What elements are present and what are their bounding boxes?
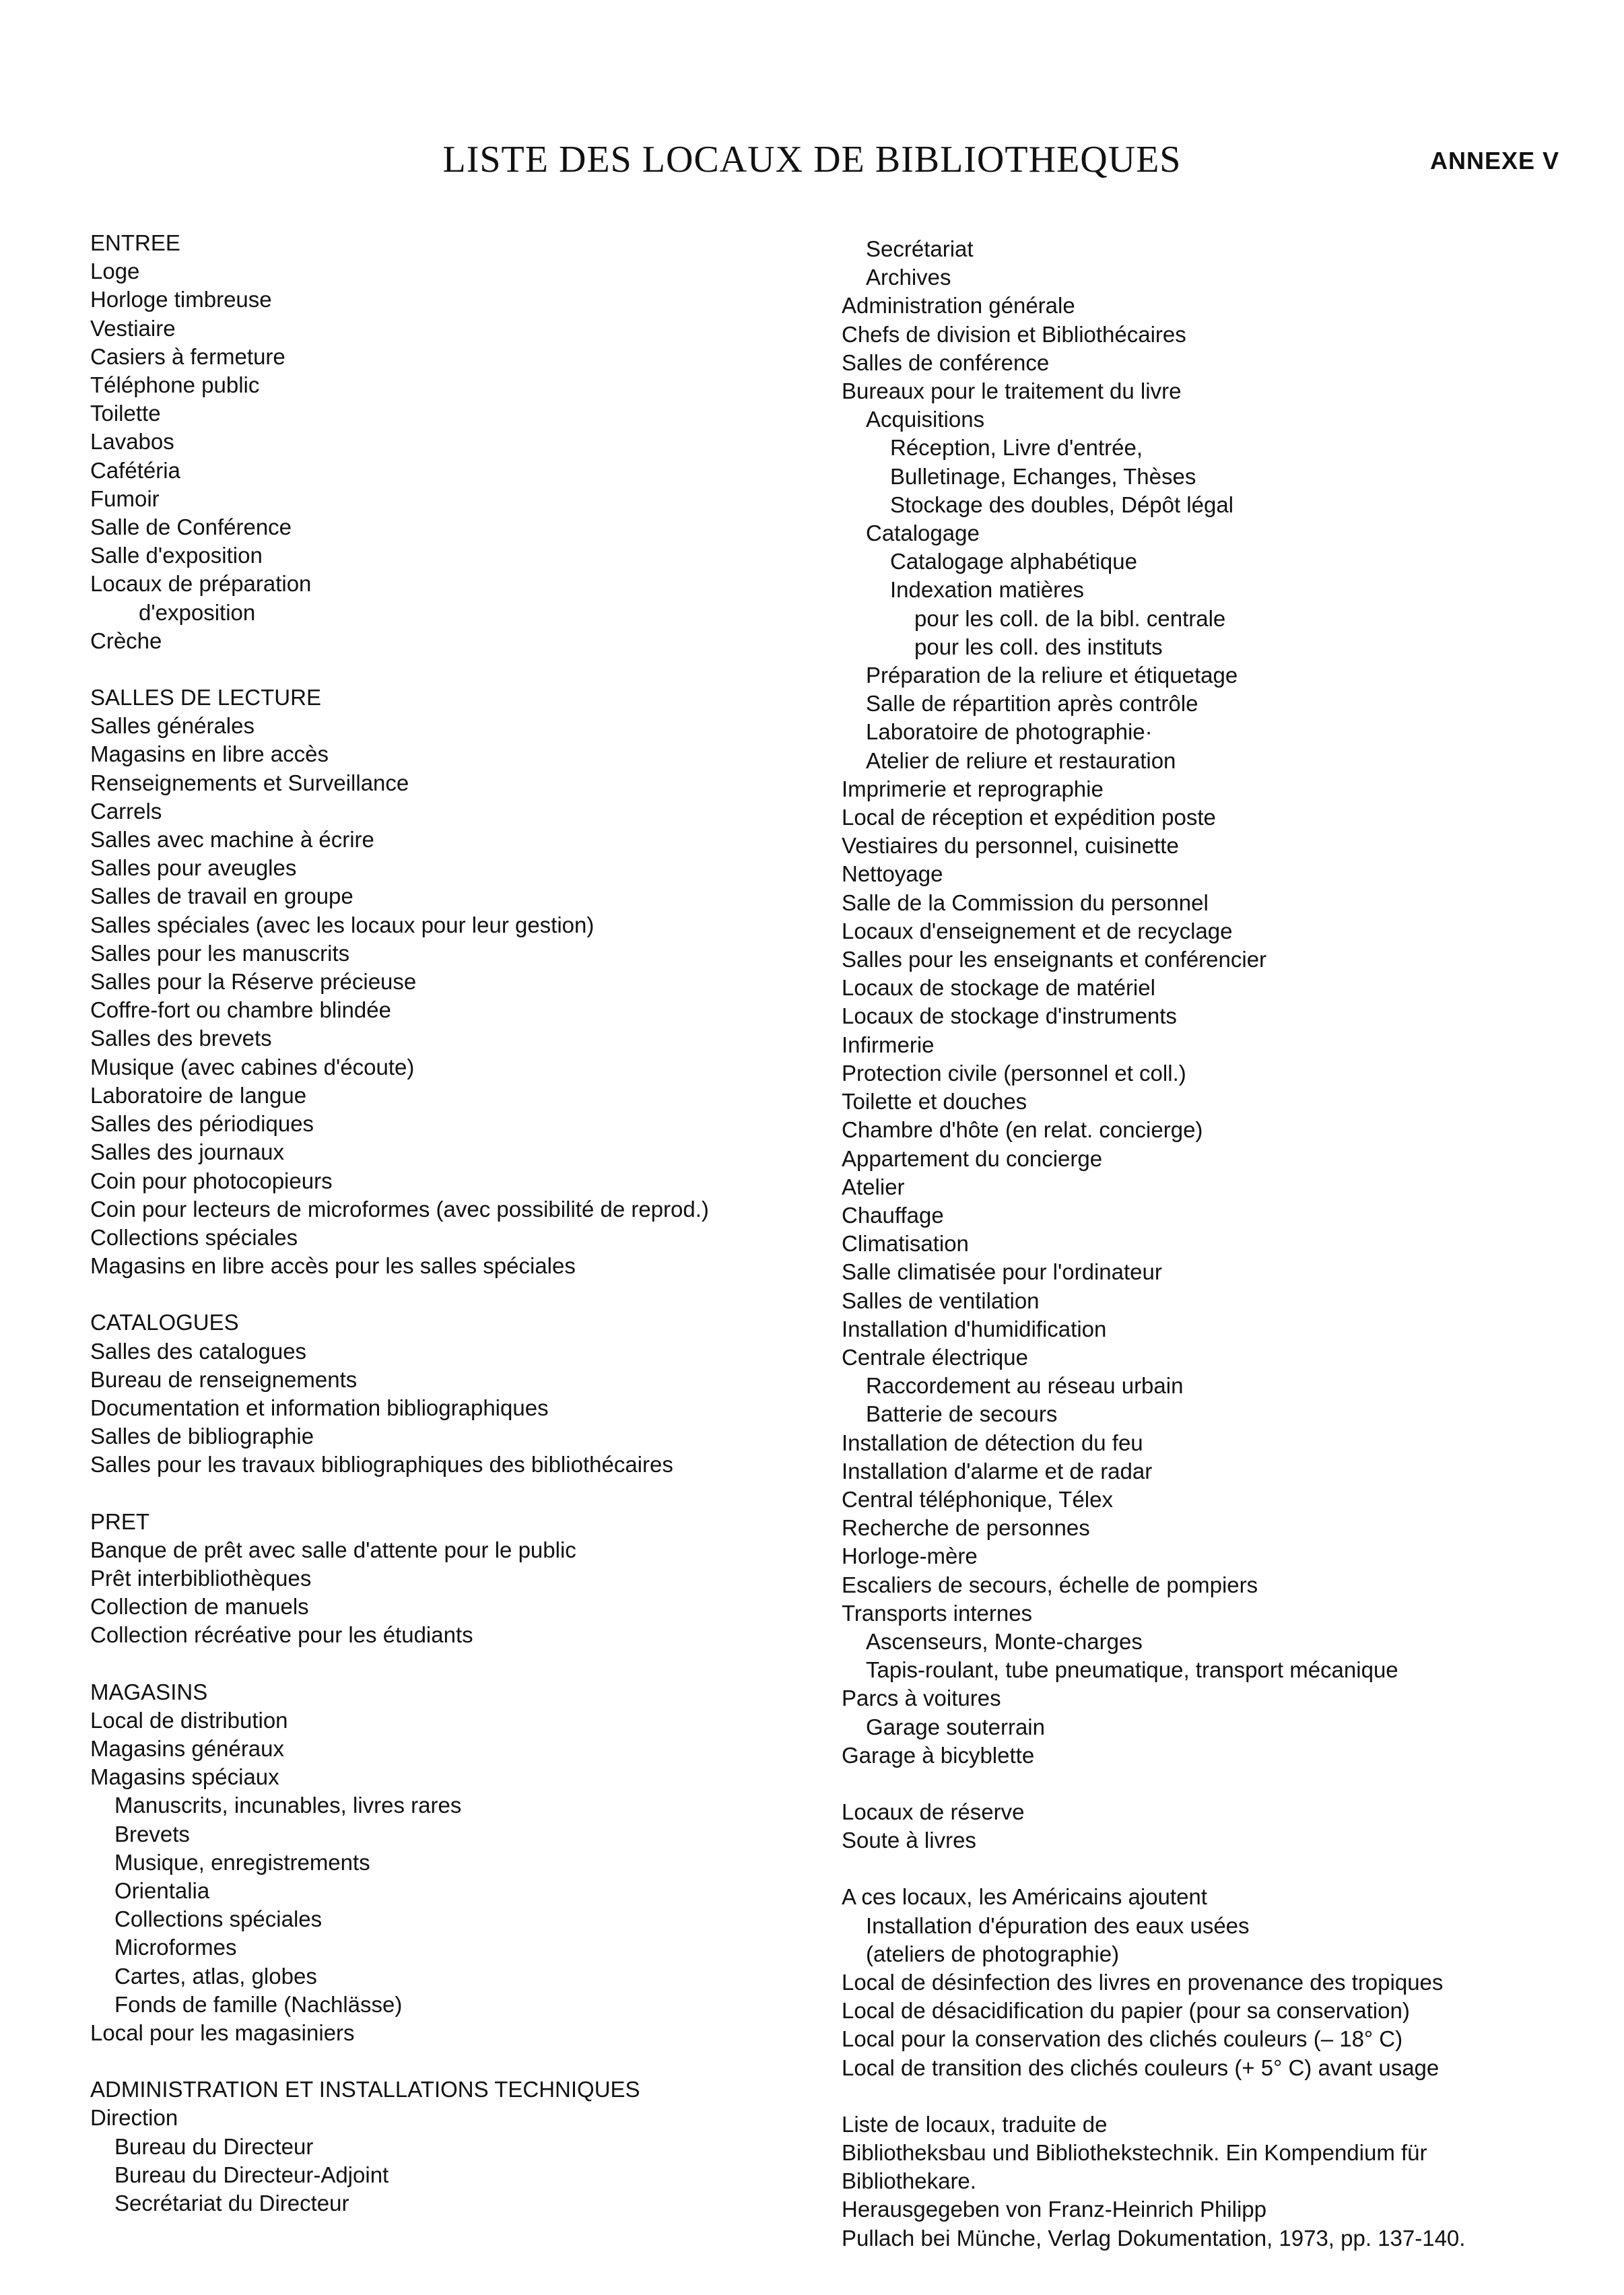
list-item: Salles pour les travaux bibliographiques des bibliothécaires: [90, 1452, 673, 1477]
list-item: (ateliers de photographie): [866, 1941, 1120, 1966]
list-item: Magasins en libre accès: [90, 741, 329, 767]
list-item: Salle d'exposition: [90, 543, 263, 568]
list-item: Horloge timbreuse: [90, 287, 272, 312]
list-item: pour les coll. de la bibl. centrale: [914, 605, 1226, 631]
list-item: Salles de travail en groupe: [90, 884, 353, 909]
list-item: Centrale électrique: [842, 1344, 1028, 1370]
list-item: Collections spéciales: [90, 1224, 298, 1250]
list-item: Garage à bicyblette: [842, 1742, 1035, 1768]
list-item: Salles pour les enseignants et conférencier: [842, 947, 1267, 972]
list-section: [842, 1798, 1582, 1855]
list-item: Locaux d'enseignement et de recyclage: [842, 918, 1233, 943]
list-item: Laboratoire de langue: [90, 1082, 307, 1108]
list-item: Administration générale: [842, 293, 1075, 319]
list-item: Salle de Conférence: [90, 514, 292, 540]
list-item: Salle de la Commission du personnel: [842, 890, 1209, 915]
list-item: Salles spéciales (avec les locaux pour leur gestion): [90, 912, 595, 937]
list-item: Local de distribution: [90, 1707, 288, 1733]
list-item: Carrels: [90, 798, 162, 824]
list-item: SALLES DE LECTURE: [90, 685, 321, 710]
list-item: Archives: [866, 265, 951, 290]
list-item: Bureau de renseignements: [90, 1366, 358, 1392]
list-item: Salles pour aveugles: [90, 855, 297, 881]
list-item: Appartement du concierge: [842, 1145, 1103, 1171]
list-item: Tapis-roulant, tube pneumatique, transport mécanique: [866, 1657, 1398, 1683]
list-item: Local de désinfection des livres en provenance des tropiques: [842, 1969, 1444, 1995]
list-item: Salles pour les manuscrits: [90, 940, 350, 966]
list-item: Crèche: [90, 628, 162, 653]
list-item: Central téléphonique, Télex: [842, 1486, 1113, 1512]
list-section: [842, 2110, 1582, 2253]
list-item: Musique, enregistrements: [114, 1849, 370, 1875]
list-item: Atelier de reliure et restauration: [866, 747, 1176, 773]
list-item: Fumoir: [90, 486, 160, 511]
list-item: Indexation matières: [890, 577, 1084, 603]
list-item: Laboratoire de photographie·: [866, 719, 1153, 745]
list-item: Local de transition des clichés couleurs (+ 5° C) avant usage: [842, 2055, 1440, 2080]
list-item: ENTREE: [90, 230, 180, 255]
list-item: Batterie de secours: [866, 1401, 1058, 1427]
list-item: Locaux de préparation: [90, 571, 312, 597]
list-item: Direction: [90, 2105, 178, 2131]
list-item: Bureaux pour le traitement du livre: [842, 378, 1182, 404]
list-item: Cafétéria: [90, 457, 180, 483]
list-item: d'exposition: [139, 599, 256, 625]
list-item: Prêt interbibliothèques: [90, 1565, 312, 1591]
list-item: Microformes: [114, 1935, 237, 1960]
list-item: Salles avec machine à écrire: [90, 827, 374, 853]
list-item: Préparation de la reliure et étiquetage: [866, 663, 1238, 688]
list-section: [842, 1883, 1582, 2082]
list-item: A ces locaux, les Américains ajoutent: [842, 1884, 1207, 1910]
list-item: Bureau du Directeur-Adjoint: [114, 2162, 389, 2187]
list-item: Coin pour photocopieurs: [90, 1168, 333, 1193]
list-item: Salle de répartition après contrôle: [866, 691, 1198, 717]
list-item: Locaux de stockage de matériel: [842, 975, 1155, 1001]
list-item: Local pour les magasiniers: [90, 2020, 355, 2045]
list-item: Salles de conférence: [842, 350, 1050, 375]
list-item: Salles des catalogues: [90, 1338, 307, 1364]
list-item: Coin pour lecteurs de microformes (avec possibilité de reprod.): [90, 1196, 709, 1222]
list-item: Installation d'alarme et de radar: [842, 1458, 1153, 1484]
list-item: Bulletinage, Echanges, Thèses: [890, 463, 1196, 489]
list-item: Téléphone public: [90, 372, 260, 398]
list-item: Locaux de stockage d'instruments: [842, 1003, 1177, 1029]
list-item: Bibliotheksbau und Bibliothekstechnik. Ein Kompendium für: [842, 2140, 1427, 2165]
list-item: Escaliers de secours, échelle de pompiers: [842, 1572, 1258, 1597]
list-item: Installation d'épuration des eaux usées: [866, 1912, 1250, 1938]
list-item: Herausgegeben von Franz-Heinrich Philipp: [842, 2197, 1267, 2222]
list-item: Stockage des doubles, Dépôt légal: [890, 492, 1234, 517]
list-item: Documentation et information bibliographiques: [90, 1395, 549, 1420]
list-item: Climatisation: [842, 1231, 969, 1257]
list-item: Soute à livres: [842, 1828, 976, 1853]
list-item: ADMINISTRATION ET INSTALLATIONS TECHNIQUES: [90, 2077, 640, 2102]
list-item: Collection de manuels: [90, 1594, 309, 1620]
list-item: Ascenseurs, Monte-charges: [866, 1628, 1143, 1654]
list-item: pour les coll. des instituts: [914, 634, 1163, 659]
list-item: Loge: [90, 259, 140, 284]
list-item: Chefs de division et Bibliothécaires: [842, 321, 1186, 347]
list-section: [90, 684, 817, 1280]
list-item: Atelier: [842, 1174, 905, 1199]
list-item: Orientalia: [114, 1877, 210, 1903]
left-column: [90, 229, 817, 2246]
list-item: Local de désacidification du papier (pour sa conservation): [842, 1998, 1410, 2024]
list-item: Chauffage: [842, 1202, 944, 1228]
list-section: [90, 1308, 817, 1479]
list-item: Garage souterrain: [866, 1714, 1045, 1739]
list-item: Chambre d'hôte (en relat. concierge): [842, 1117, 1203, 1143]
list-item: Locaux de réserve: [842, 1799, 1025, 1824]
list-item: CATALOGUES: [90, 1310, 239, 1335]
list-item: Salles des journaux: [90, 1139, 285, 1165]
list-item: Brevets: [114, 1821, 190, 1847]
list-item: Toilette: [90, 401, 161, 426]
list-item: Casiers à fermeture: [90, 343, 285, 369]
list-item: Magasins spéciaux: [90, 1764, 279, 1790]
list-item: Catalogage alphabétique: [890, 549, 1137, 574]
right-column: [842, 235, 1582, 2281]
list-section: [842, 235, 1582, 1770]
list-item: Manuscrits, incunables, livres rares: [114, 1793, 462, 1818]
list-item: Salles générales: [90, 713, 255, 739]
page-title: LISTE DES LOCAUX DE BIBLIOTHEQUES: [442, 139, 1182, 180]
list-item: PRET: [90, 1508, 150, 1534]
list-item: Renseignements et Surveillance: [90, 770, 409, 795]
list-item: Banque de prêt avec salle d'attente pour le public: [90, 1537, 576, 1562]
list-item: Catalogage: [866, 521, 980, 546]
list-item: Transports internes: [842, 1600, 1033, 1626]
list-item: Acquisitions: [866, 407, 985, 432]
list-item: MAGASINS: [90, 1679, 208, 1704]
list-item: Secrétariat: [866, 236, 974, 261]
list-section: [90, 1678, 817, 2048]
list-item: Réception, Livre d'entrée,: [890, 435, 1143, 461]
list-item: Local de réception et expédition poste: [842, 805, 1216, 830]
list-item: Installation de détection du feu: [842, 1430, 1143, 1455]
list-section: [90, 229, 817, 655]
list-item: Bureau du Directeur: [114, 2133, 314, 2159]
list-item: Raccordement au réseau urbain: [866, 1373, 1184, 1399]
list-item: Salles des brevets: [90, 1026, 272, 1051]
list-item: Pullach bei Münche, Verlag Dokumentation, 1973, pp. 137-140.: [842, 2225, 1466, 2251]
list-item: Magasins en libre accès pour les salles spéciales: [90, 1253, 576, 1279]
list-item: Vestiaires du personnel, cuisinette: [842, 833, 1179, 859]
list-item: Imprimerie et reprographie: [842, 776, 1104, 801]
list-section: [90, 2075, 817, 2218]
list-item: Musique (avec cabines d'écoute): [90, 1054, 415, 1079]
list-item: Magasins généraux: [90, 1735, 285, 1761]
list-item: Liste de locaux, traduite de: [842, 2111, 1108, 2137]
list-item: Bibliothekare.: [842, 2168, 976, 2194]
list-section: [90, 1508, 817, 1650]
list-item: Toilette et douches: [842, 1089, 1027, 1115]
list-item: Horloge-mère: [842, 1543, 978, 1569]
list-item: Parcs à voitures: [842, 1686, 1001, 1711]
list-item: Salles pour la Réserve précieuse: [90, 969, 417, 995]
list-item: Protection civile (personnel et coll.): [842, 1060, 1186, 1086]
list-item: Fonds de famille (Nachlässe): [114, 1991, 403, 2017]
list-item: Cartes, atlas, globes: [114, 1963, 317, 1989]
list-item: Installation d'humidification: [842, 1316, 1107, 1341]
list-item: Lavabos: [90, 429, 174, 455]
list-item: Salles de ventilation: [842, 1288, 1040, 1313]
list-item: Coffre-fort ou chambre blindée: [90, 997, 391, 1023]
list-item: Nettoyage: [842, 861, 943, 887]
list-item: Vestiaire: [90, 315, 176, 341]
list-item: Salle climatisée pour l'ordinateur: [842, 1259, 1162, 1285]
list-item: Collection récréative pour les étudiants: [90, 1622, 473, 1648]
list-item: Local pour la conservation des clichés couleurs (– 18° C): [842, 2026, 1403, 2052]
list-item: Salles des périodiques: [90, 1111, 314, 1137]
list-item: Collections spéciales: [114, 1906, 323, 1932]
list-item: Salles de bibliographie: [90, 1424, 314, 1449]
list-item: Secrétariat du Directeur: [114, 2191, 349, 2216]
annex-label: ANNEXE V: [1429, 147, 1559, 174]
list-item: Infirmerie: [842, 1032, 935, 1057]
list-item: Recherche de personnes: [842, 1515, 1090, 1541]
